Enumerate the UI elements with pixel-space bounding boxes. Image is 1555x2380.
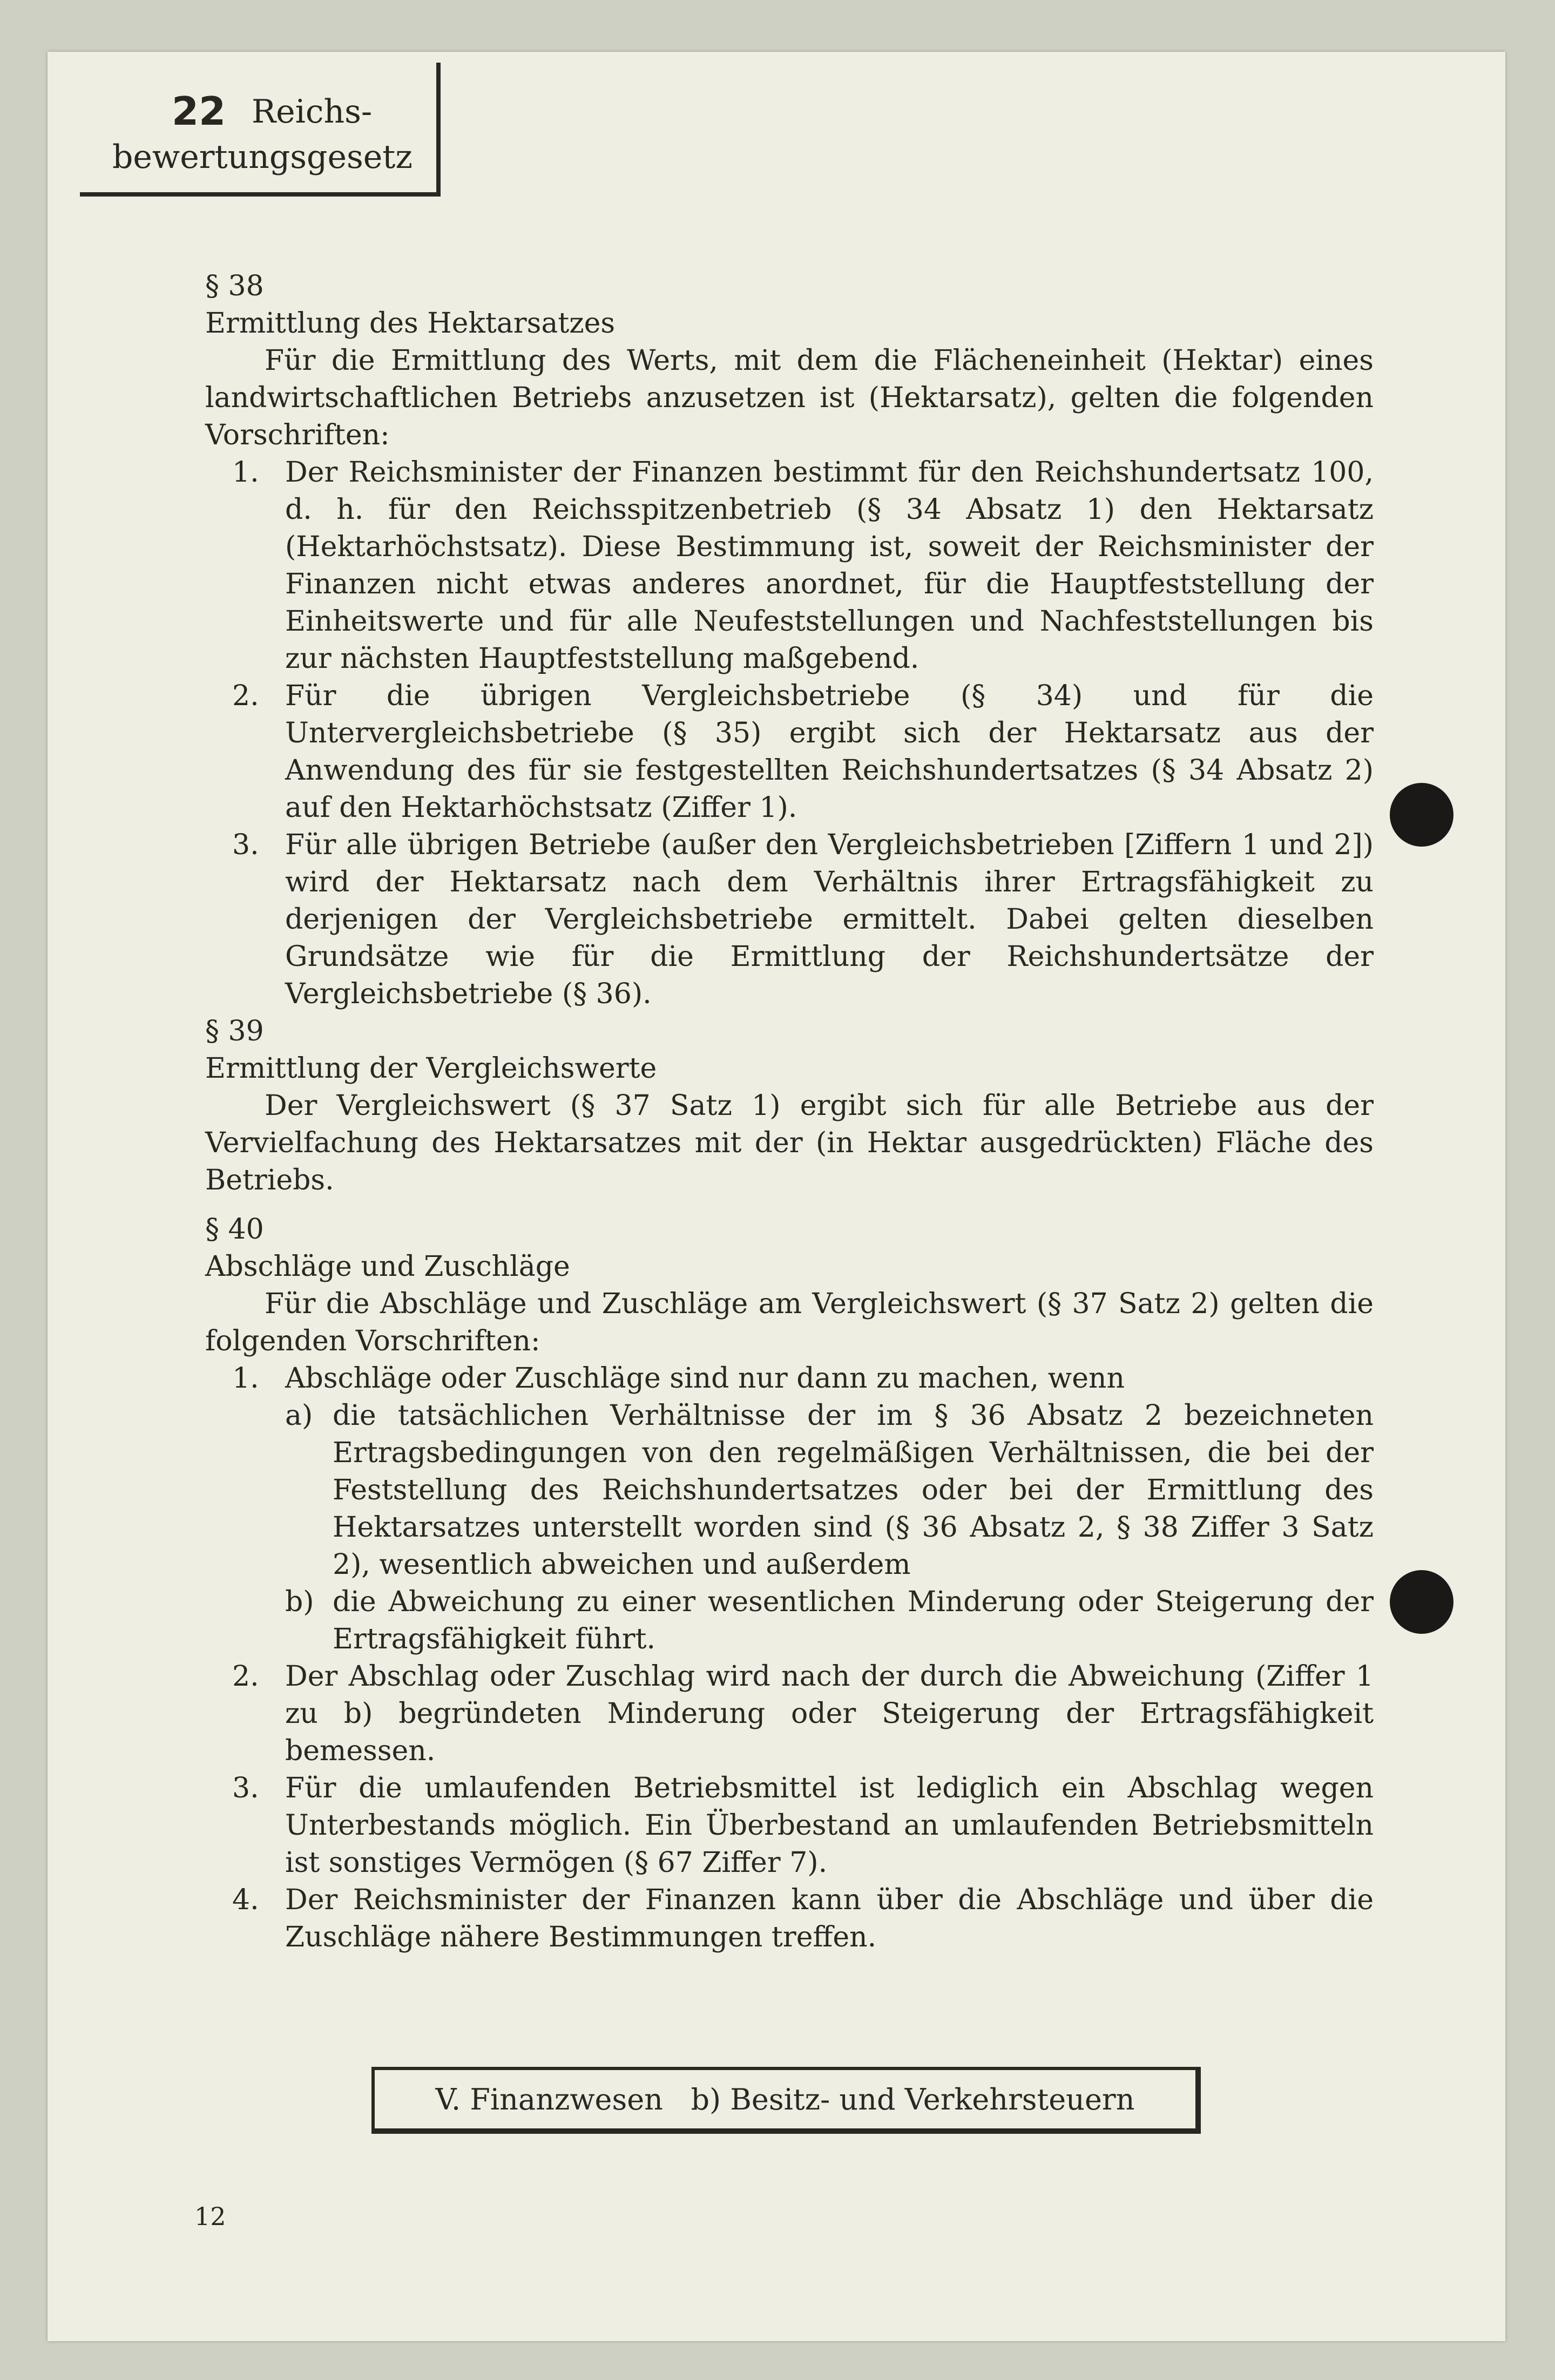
item-text: Für die übrigen Vergleichsbetriebe (§ 34) und für die Untervergleichsbetriebe (§ 35) ergibt sich der Hektarsatz aus der Anwendung des für sie festgestellten Reichshundertsatzes (§ 34 Absatz 2) auf den Hektarhöchstsatz (Ziffer 1). [285, 680, 1374, 824]
header-box [80, 63, 441, 197]
page-number: 12 [194, 2202, 226, 2231]
item-number: 3. [232, 1772, 259, 1804]
section-40-subtitle: Abschläge und Zuschläge [205, 1250, 570, 1283]
document-body [205, 268, 1374, 1956]
section-39-intro: Der Vergleichswert (§ 37 Satz 1) ergibt sich für alle Betriebe aus der Vervielfachung des Hektarsatzes mit der (in Hektar ausgedrückten) Fläche des Betriebs. [205, 1090, 1374, 1196]
section-39-title: § 39 [205, 1015, 264, 1047]
item-text: Der Reichsminister der Finanzen bestimmt für den Reichshundertsatz 100, d. h. für den Reichsspitzenbetrieb (§ 34 Absatz 1) den Hektarsatz (Hektarhöchstsatz). Diese Bestimmung ist, soweit der Reichsminister der Finanzen nicht etwas anderes anordnet, für die Hauptfeststellung der Einheitswerte und für alle Neufeststellungen und Nachfeststellungen bis zur nächsten Hauptfeststellung maßgebend. [285, 456, 1374, 675]
item-text: Der Reichsminister der Finanzen kann über die Abschläge und über die Zuschläge nähere Bestimmungen treffen. [285, 1884, 1374, 1953]
item-text: Der Abschlag oder Zuschlag wird nach der durch die Abweichung (Ziffer 1 zu b) begründeten Minderung oder Steigerung der Ertragsfähigkeit bemessen. [285, 1660, 1374, 1767]
item-number: 1. [232, 456, 259, 489]
section-40-item-3 [205, 1770, 1374, 1882]
item-number: 2. [232, 680, 259, 712]
footer-category-box [371, 2067, 1201, 2134]
section-38-intro: Für die Ermittlung des Werts, mit dem die Flächeneinheit (Hektar) eines landwirtschaftlichen Betriebs anzusetzen ist (Hektarsatz), gelten die folgenden Vorschriften: [205, 344, 1374, 451]
section-39-subtitle: Ermittlung der Vergleichswerte [205, 1052, 657, 1085]
item-text: Abschläge oder Zuschläge sind nur dann zu machen, wenn [285, 1362, 1125, 1395]
subitem-letter: a) [285, 1399, 313, 1432]
section-40-intro: Für die Abschläge und Zuschläge am Vergleichswert (§ 37 Satz 2) gelten die folgenden Vorschriften: [205, 1288, 1374, 1357]
header-number: 22 [172, 89, 226, 134]
item-number: 2. [232, 1660, 259, 1693]
section-40-item-1 [205, 1360, 1374, 1658]
subitem-letter: b) [285, 1586, 314, 1618]
subitem-text: die tatsächlichen Verhältnisse der im § 36 Absatz 2 bezeichneten Ertragsbedingungen von den regelmäßigen Verhältnissen, die bei der Feststellung des Reichshundertsatzes oder bei der Ermittlung des Hektarsatzes unterstellt worden sind (§ 36 Absatz 2, § 38 Ziffer 3 Satz 2), wesentlich abweichen und außerdem [333, 1399, 1374, 1581]
section-40-item-4 [205, 1882, 1374, 1956]
punch-hole-top [1390, 783, 1453, 847]
section-40-subitem-b [285, 1584, 1374, 1658]
section-38-title: § 38 [205, 270, 264, 302]
subitem-text: die Abweichung zu einer wesentlichen Minderung oder Steigerung der Ertragsfähigkeit führt. [333, 1586, 1374, 1655]
document-page [48, 52, 1505, 2341]
section-38-item-3 [205, 827, 1374, 1013]
section-38-item-2 [205, 678, 1374, 827]
item-body [285, 1360, 1374, 1658]
section-40-subitem-a [285, 1397, 1374, 1584]
section-38-subtitle: Ermittlung des Hektarsatzes [205, 307, 616, 340]
section-38-item-1 [205, 454, 1374, 678]
item-number: 3. [232, 829, 259, 861]
item-text: Für alle übrigen Betriebe (außer den Vergleichsbetrieben [Ziffern 1 und 2]) wird der Hektarsatz nach dem Verhältnis ihrer Ertragsfähigkeit zu derjenigen der Vergleichsbetriebe ermittelt. Dabei gelten dieselben Grundsätze wie für die Ermittlung der Reichshundertsätze der Vergleichsbetriebe (§ 36). [285, 829, 1374, 1010]
punch-hole-bottom [1390, 1570, 1453, 1634]
item-text: Für die umlaufenden Betriebsmittel ist lediglich ein Abschlag wegen Unterbestands möglich. Ein Überbestand an umlaufenden Betriebsmitteln ist sonstiges Vermögen (§ 67 Ziffer 7). [285, 1772, 1374, 1879]
footer-category-label: V. Finanzwesen b) Besitz- und Verkehrsteuern [435, 2082, 1135, 2117]
section-40-item-2 [205, 1658, 1374, 1770]
item-number: 4. [232, 1884, 259, 1916]
section-40-title: § 40 [205, 1213, 264, 1246]
header-title-line2: bewertungsgesetz [112, 138, 413, 176]
header-title-line1: Reichs- [252, 93, 373, 131]
item-number: 1. [232, 1362, 259, 1395]
